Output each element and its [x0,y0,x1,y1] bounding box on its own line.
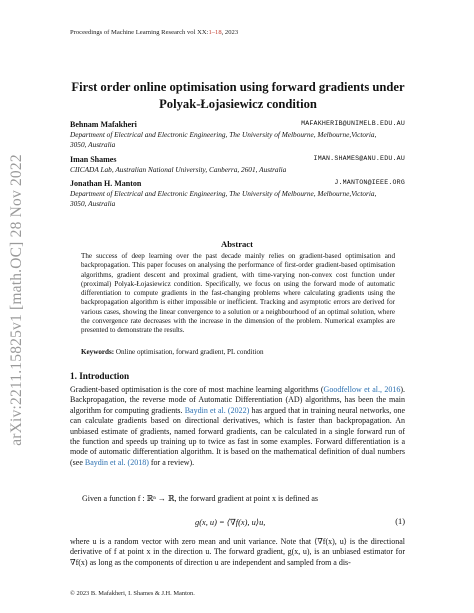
author-name: Behnam Mafakheri [70,120,137,129]
equation-body: g(x, u) = ⟨∇f(x), u⟩u, [195,518,266,527]
arxiv-side-label: arXiv:2211.15825v1 [math.OC] 28 Nov 2022 [8,154,25,446]
author-1-affiliation [70,130,405,150]
paragraph-text: Gradient-based optimisation is the core of most machine learning algorithms ( [70,385,324,394]
affiliation-line: Department of Electrical and Electronic Engineering, The University of Melbourne, Melbourne,Victoria, [70,189,377,198]
author-name: Iman Shames [70,155,117,164]
intro-paragraph-1 [70,385,405,468]
author-email[interactable]: J.MANTON@IEEE.ORG [334,179,405,186]
author-2 [70,155,405,164]
author-email[interactable]: IMAN.SHAMES@ANU.EDU.AU [313,155,405,162]
affiliation-line: Department of Electrical and Electronic Engineering, The University of Melbourne, Melbourne,Victoria, [70,130,377,139]
author-3 [70,179,405,188]
journal-prefix: Proceedings of Machine Learning Research vol XX: [70,29,209,36]
intro-paragraph-2: Given a function f : ℝⁿ → ℝ, the forward gradient at point x is defined as [82,494,318,503]
author-name: Jonathan H. Manton [70,179,142,188]
keywords-text: Online optimisation, forward gradient, PL condition [114,348,264,356]
keywords-label: Keywords: [81,348,115,356]
paragraph-text: for a review). [148,457,195,467]
paragraph-text: has argued that in training neural networks, one can calculate gradients based on directional derivatives, which is faster than backpropagation. An unbiased estimate of gradients, named forward gradients, can be calculated in a single forward run of the function and speeds up training up to twice as fast in some examples. Forward differentiation is a mode of automatic differentiation algorithm. It is based on the mathematical definition of dual numbers (see [70,405,405,467]
abstract-heading: Abstract [221,239,253,249]
intro-paragraph-3: where u is a random vector with zero mean and unit variance. Note that ⟨∇f(x), u⟩ is the directional derivative of f at point x in the direction u. The forward gradient, g(x, u), is an unbiased estimator for ∇f(x) as long as the components of direction u are independent and sampled from a dis- [70,537,405,567]
journal-header [70,29,238,36]
abstract-body: The success of deep learning over the past decade mainly relies on gradient-based optimisation and backpropagation. This paper focuses on analysing the performance of first-order gradient-based optimisation algorithms, gradient descent and proximal gradient, with time-varying non-convex cost function under (proximal) Polyak-Łojasiewicz condition. Specifically, we focus on using the forward mode of automatic differentiation to compute gradients in the fast-changing problems where calculating gradients using the backpropagation algorithm is either impossible or inefficient. Tracking and asymptotic errors are derived for various cases, showing the linear convergence to a solution or a neighbourhood of an optimal solution, where the convergence rate decreases with the increase in the dimension of the problem. Numerical examples are presented to demonstrate the results. [81,252,395,335]
paper-title [60,79,416,113]
author-1 [70,120,405,129]
author-3-affiliation [70,189,405,209]
citation-link[interactable]: Goodfellow et al., 2016 [323,385,401,394]
section-heading-introduction: 1. Introduction [70,371,130,381]
journal-suffix: , 2023 [221,29,239,36]
keywords [81,348,395,356]
citation-link[interactable]: Baydin et al. (2022) [184,405,250,415]
title-line-2: Polyak-Łojasiewicz condition [159,97,317,111]
equation-number: (1) [395,517,405,526]
author-2-affiliation [70,165,405,175]
citation-link[interactable]: Baydin et al. (2018) [84,457,149,467]
paragraph-text: ). Backpropagation, the reverse mode of Automatic Differentiation (AD) algorithms, has been the main algorithm for computing gradients. [70,385,405,415]
copyright-footer: © 2023 B. Mafakheri, I. Shames & J.H. Manton. [70,590,195,597]
affiliation-line: 3050, Australia [70,199,116,208]
author-email[interactable]: MAFAKHERIB@UNIMELB.EDU.AU [301,120,405,127]
title-line-1: First order online optimisation using forward gradients under [71,80,405,94]
journal-pages-link[interactable]: 1–18 [208,29,222,36]
affiliation-line: 3050, Australia [70,140,116,149]
affiliation-line: CIICADA Lab, Australian National University, Canberra, 2601, Australia [70,165,287,174]
